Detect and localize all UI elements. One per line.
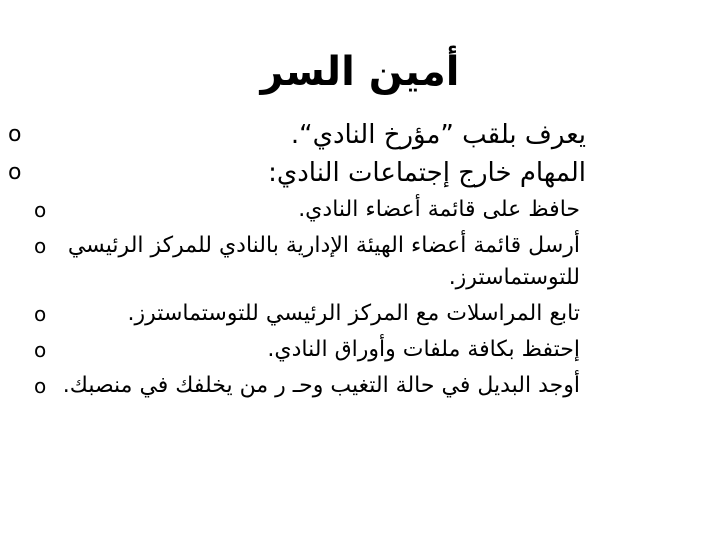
bullet-text: يعرف بلقب ”مؤرخ النادي“. bbox=[290, 120, 586, 150]
sub-bullet-item bbox=[0, 334, 720, 366]
sub-bullet-item bbox=[0, 370, 720, 402]
sub-bullet-item bbox=[0, 194, 720, 226]
bullet-marker-icon: o bbox=[8, 160, 22, 185]
bullet-item bbox=[0, 156, 720, 190]
slide-title: أمين السر bbox=[260, 49, 460, 95]
sub-bullet-text: تابع المراسلات مع المركز الرئيسي للتوستماسترز. bbox=[127, 301, 580, 326]
sub-bullet-marker-icon: o bbox=[34, 234, 47, 258]
bullet-list bbox=[0, 118, 720, 406]
sub-bullet-text: أرسل قائمة أعضاء الهيئة الإدارية بالنادي للمركز الرئيسي للتوستماسترز. bbox=[67, 233, 580, 290]
sub-bullet-item bbox=[0, 230, 720, 294]
sub-bullet-marker-icon: o bbox=[34, 338, 47, 362]
bullet-marker-icon: o bbox=[8, 122, 22, 147]
sub-bullet-item bbox=[0, 298, 720, 330]
sub-bullet-marker-icon: o bbox=[34, 198, 47, 222]
sub-bullet-text: إحتفظ بكافة ملفات وأوراق النادي. bbox=[267, 337, 580, 362]
bullet-text: المهام خارج إجتماعات النادي: bbox=[268, 158, 586, 188]
bullet-item bbox=[0, 118, 720, 152]
sub-bullet-text: أوجد البديل في حالة التغيب وحـ ر من يخلفك في منصبك. bbox=[62, 373, 580, 398]
sub-bullet-marker-icon: o bbox=[34, 302, 47, 326]
sub-bullet-text: حافظ على قائمة أعضاء النادي. bbox=[298, 197, 580, 222]
sub-bullet-marker-icon: o bbox=[34, 374, 47, 398]
